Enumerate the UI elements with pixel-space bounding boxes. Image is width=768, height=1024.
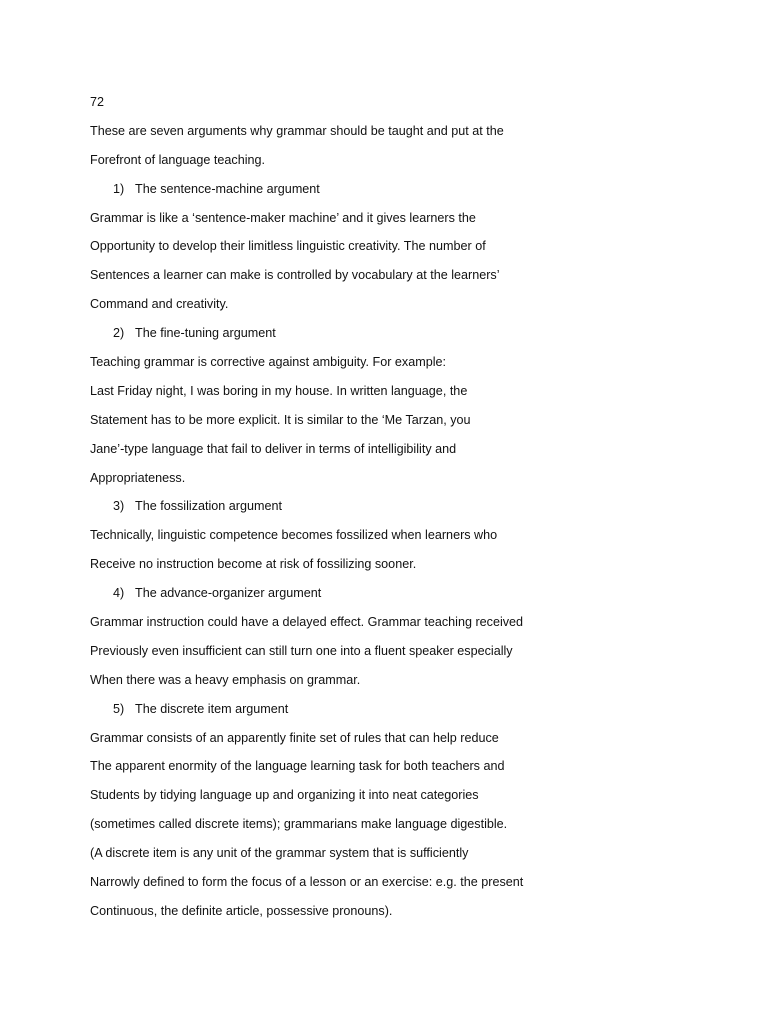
section-title: The fine-tuning argument xyxy=(135,326,276,341)
paragraph-line: Last Friday night, I was boring in my house. In written language, the xyxy=(90,383,468,398)
paragraph-line: Command and creativity. xyxy=(90,297,229,312)
paragraph-line: (A discrete item is any unit of the grammar system that is sufficiently xyxy=(90,846,469,861)
section-heading xyxy=(90,492,730,521)
section-number: 5) xyxy=(113,701,125,716)
paragraph-line: Grammar is like a ‘sentence-maker machine’ and it gives learners the xyxy=(90,210,476,225)
paragraph-line: Receive no instruction become at risk of fossilizing sooner. xyxy=(90,557,417,572)
paragraph-line: Jane’-type language that fail to deliver in terms of intelligibility and xyxy=(90,441,457,456)
paragraph-line: Continuous, the definite article, possessive pronouns). xyxy=(90,903,393,918)
paragraph-line: Appropriateness. xyxy=(90,470,186,485)
paragraph-line: Previously even insufficient can still turn one into a fluent speaker especially xyxy=(90,643,513,658)
section-heading xyxy=(90,319,730,348)
paragraph-line: When there was a heavy emphasis on grammar. xyxy=(90,672,361,687)
page-number: 72 xyxy=(90,95,105,109)
intro-line: These are seven arguments why grammar should be taught and put at the xyxy=(90,123,504,138)
intro-line: Forefront of language teaching. xyxy=(90,152,266,167)
section-title: The fossilization argument xyxy=(135,499,282,514)
paragraph-line: Statement has to be more explicit. It is similar to the ‘Me Tarzan, you xyxy=(90,412,471,427)
paragraph-line: Grammar instruction could have a delayed effect. Grammar teaching received xyxy=(90,615,524,630)
section-number: 2) xyxy=(113,326,125,341)
paragraph-line: Technically, linguistic competence becomes fossilized when learners who xyxy=(90,528,498,543)
section-heading xyxy=(90,579,730,608)
paragraph-line: Students by tidying language up and organizing it into neat categories xyxy=(90,788,479,803)
section-heading xyxy=(90,175,730,204)
paragraph-line: Narrowly defined to form the focus of a lesson or an exercise: e.g. the present xyxy=(90,875,524,890)
paragraph-line: (sometimes called discrete items); grammarians make language digestible. xyxy=(90,817,508,832)
paragraph-line: The apparent enormity of the language learning task for both teachers and xyxy=(90,759,505,774)
section-heading xyxy=(90,695,730,724)
section-title: The discrete item argument xyxy=(135,701,289,716)
paragraph-line: Sentences a learner can make is controlled by vocabulary at the learners’ xyxy=(90,268,500,283)
section-title: The sentence-machine argument xyxy=(135,181,320,196)
section-title: The advance-organizer argument xyxy=(135,586,322,601)
paragraph-line: Grammar consists of an apparently finite set of rules that can help reduce xyxy=(90,730,499,745)
paragraph-line: Opportunity to develop their limitless linguistic creativity. The number of xyxy=(90,239,486,254)
paragraph-line: Teaching grammar is corrective against ambiguity. For example: xyxy=(90,355,447,370)
section-number: 4) xyxy=(113,586,125,601)
section-number: 1) xyxy=(113,181,125,196)
document-page xyxy=(90,88,730,926)
section-number: 3) xyxy=(113,499,125,514)
